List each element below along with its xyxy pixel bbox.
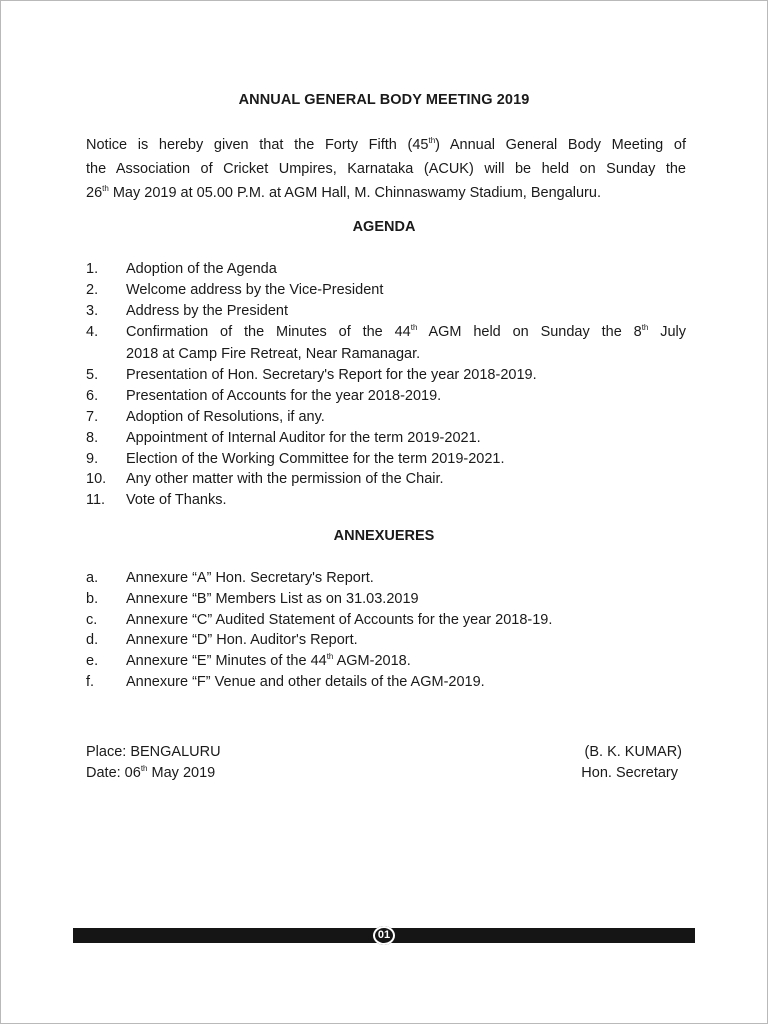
list-item: 1. Adoption of the Agenda: [86, 261, 277, 277]
notice-line-3: 26th May 2019 at 05.00 P.M. at AGM Hall, M. Chinnaswamy Stadium, Bengaluru.: [86, 184, 601, 201]
document-title: ANNUAL GENERAL BODY MEETING 2019: [238, 92, 530, 108]
list-item: 2. Welcome address by the Vice-President: [86, 281, 384, 298]
page-number-badge: 01: [373, 926, 395, 945]
agenda-heading: AGENDA: [352, 219, 416, 235]
list-item: 11. Vote of Thanks.: [86, 492, 227, 509]
list-item: d. Annexure “D” Hon. Auditor's Report.: [86, 632, 358, 649]
list-item: 8. Appointment of Internal Auditor for the term 2019-2021.: [86, 429, 481, 446]
list-item: 4. Confirmation of the Minutes of the 44th AGM held on Sunday the 8th July 2018 at Camp Fire Retreat, Near Ramanagar.: [86, 323, 686, 363]
list-item: e. Annexure “E” Minutes of the 44th AGM-2018.: [86, 652, 411, 670]
list-item: f. Annexure “F” Venue and other details of the AGM-2019.: [86, 673, 485, 690]
list-item: b. Annexure “B” Members List as on 31.03.2019: [86, 590, 419, 607]
signatory-block: [482, 742, 682, 784]
list-item: 5. Presentation of Hon. Secretary's Report for the year 2018-2019.: [86, 367, 537, 384]
date-text: Date: 06th May 2019: [86, 764, 216, 781]
list-item: 6. Presentation of Accounts for the year 2018-2019.: [86, 388, 442, 405]
list-item: 7. Adoption of Resolutions, if any.: [86, 408, 325, 425]
list-item: 3. Address by the President: [86, 302, 289, 319]
notice-paragraph: [86, 133, 686, 205]
notice-line-1: Notice is hereby given that the Forty Fifth (45th) Annual General Body Meeting of: [86, 136, 687, 153]
list-item: c. Annexure “C” Audited Statement of Accounts for the year 2018-19.: [86, 611, 553, 628]
place-text: Place: BENGALURU: [86, 744, 221, 760]
annexures-heading: ANNEXUERES: [333, 528, 435, 544]
list-item: 9. Election of the Working Committee for the term 2019-2021.: [86, 450, 505, 467]
signatory-name: (B. K. KUMAR): [584, 744, 682, 760]
notice-line-2: the Association of Cricket Umpires, Karnataka (ACUK) will be held on Sunday the: [86, 161, 686, 177]
annexures-list: [86, 568, 686, 693]
list-item: 10. Any other matter with the permission of the Chair.: [86, 471, 444, 488]
signatory-designation: Hon. Secretary: [581, 765, 678, 781]
place-date-block: [86, 742, 221, 784]
list-item: a. Annexure “A” Hon. Secretary's Report.: [86, 570, 374, 586]
agenda-list: [86, 259, 686, 511]
